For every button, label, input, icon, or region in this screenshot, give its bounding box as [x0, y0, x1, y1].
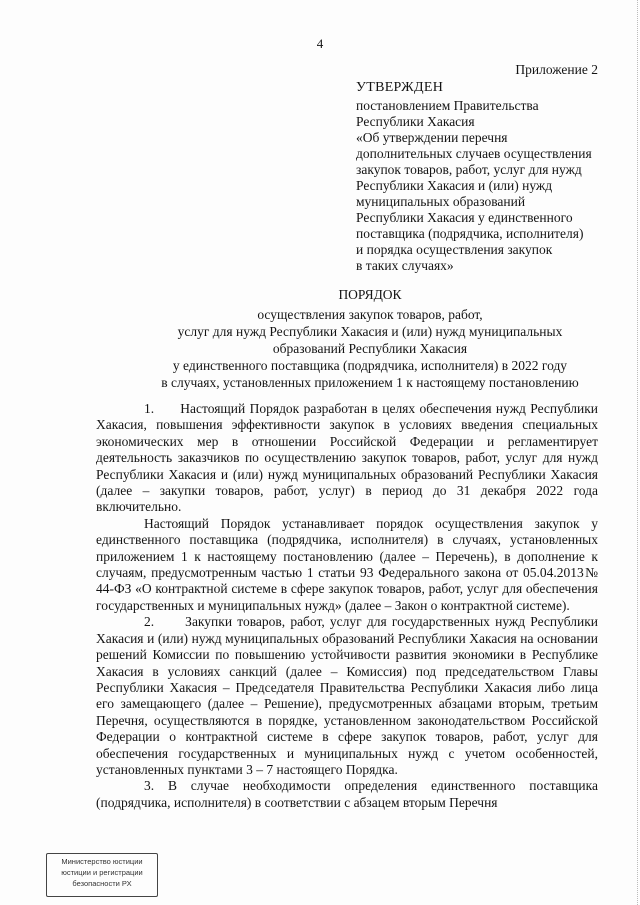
title-line: образований Республики Хакасия [272, 341, 468, 356]
approval-line: закупок товаров, работ, услуг для нужд [356, 162, 582, 177]
title-line: услуг для нужд Республики Хакасия и (или) нужд муниципальных [177, 324, 563, 339]
approval-line: дополнительных случаев осуществления [356, 146, 592, 161]
approval-line: муниципальных образований [356, 194, 526, 209]
title-line: у единственного поставщика (подрядчика, исполнителя) в 2022 году [172, 358, 568, 373]
approval-line: «Об утверждении перечня [356, 130, 508, 145]
paragraph-2: 2. Закупки товаров, работ, услуг для государственных нужд Республики Хакасия и (или) нужд муниципальных образований Республики Хакасия на основании решений Комиссии по повышению устойчивости развития экономики в Республике Хакасия в условиях санкций (далее – Комиссия) под председательством Главы Республики Хакасия – Председателя Правительства Республики Хакасия либо лица его замещающего (далее – Решение), предусмотренных абзацами вторым, третьим Перечня, осуществляются в порядке, установленном законодательством Российской Федерации о контрактной системе в сфере закупок товаров, работ, услуг для обеспечения государственных и муниципальных нужд с учетом особенностей, установленных пунктами 3 – 7 настоящего Порядка. [96, 614, 598, 777]
approval-line: Республики Хакасия и (или) нужд [356, 178, 553, 193]
paragraph-1: 1. Настоящий Порядок разработан в целях обеспечения нужд Республики Хакасия, повышения эффективности закупок в условиях введения специальных экономических мер в отношении Российской Федерации и регламентирует деятельность заказчиков по осуществлению закупок товаров, работ, услуг для нужд Республики Хакасия и (или) нужд муниципальных образований Республики Хакасия (далее – закупки товаров, работ, услуг) в период до 31 декабря 2022 года включительно. [96, 401, 598, 515]
paragraph-1-cont: Настоящий Порядок устанавливает порядок осуществления закупок у единственного поставщика (подрядчика, исполнителя) в случаях, установленных приложением 1 к настоящему постановлению (далее – Перечень), в дополнение к случаям, предусмотренным частью 1 статьи 93 Федерального закона от 05.04.2013№ 44-ФЗ «О контрактной системе в сфере закупок товаров, работ, услуг для обеспечения государственных и муниципальных нужд» (далее – Закон о контрактной системе). [96, 515, 598, 613]
approval-line: Республики Хакасия у единственного [356, 210, 573, 225]
title-line: в случаях, установленных приложением 1 к настоящему постановлению [161, 375, 579, 390]
approval-line: Республики Хакасия [356, 114, 475, 129]
document-title [90, 286, 640, 391]
stamp-line: безопасности РХ [72, 879, 132, 888]
approval-block [356, 80, 606, 274]
title-heading: ПОРЯДОК [338, 287, 402, 302]
registration-stamp [46, 853, 158, 897]
appendix-label: Приложение 2 [515, 62, 598, 77]
document-body [96, 401, 598, 811]
approval-line: постановлением Правительства [356, 98, 539, 113]
scan-edge [635, 0, 638, 905]
approval-line: в таких случаях» [356, 258, 454, 273]
paragraph-3: 3. В случае необходимости определения единственного поставщика (подрядчика, исполнителя) в соответствии с абзацем вторым Перечня [96, 778, 598, 810]
stamp-line: юстиции и регистрации [61, 868, 143, 877]
title-line: осуществления закупок товаров, работ, [257, 307, 483, 322]
stamp-line: Министерство юстиции [61, 857, 143, 866]
approval-heading: УТВЕРЖДЕН [356, 80, 444, 95]
page-number: 4 [316, 36, 324, 51]
approval-line: поставщика (подрядчика, исполнителя) [356, 226, 584, 241]
approval-line: и порядка осуществления закупок [356, 242, 553, 257]
